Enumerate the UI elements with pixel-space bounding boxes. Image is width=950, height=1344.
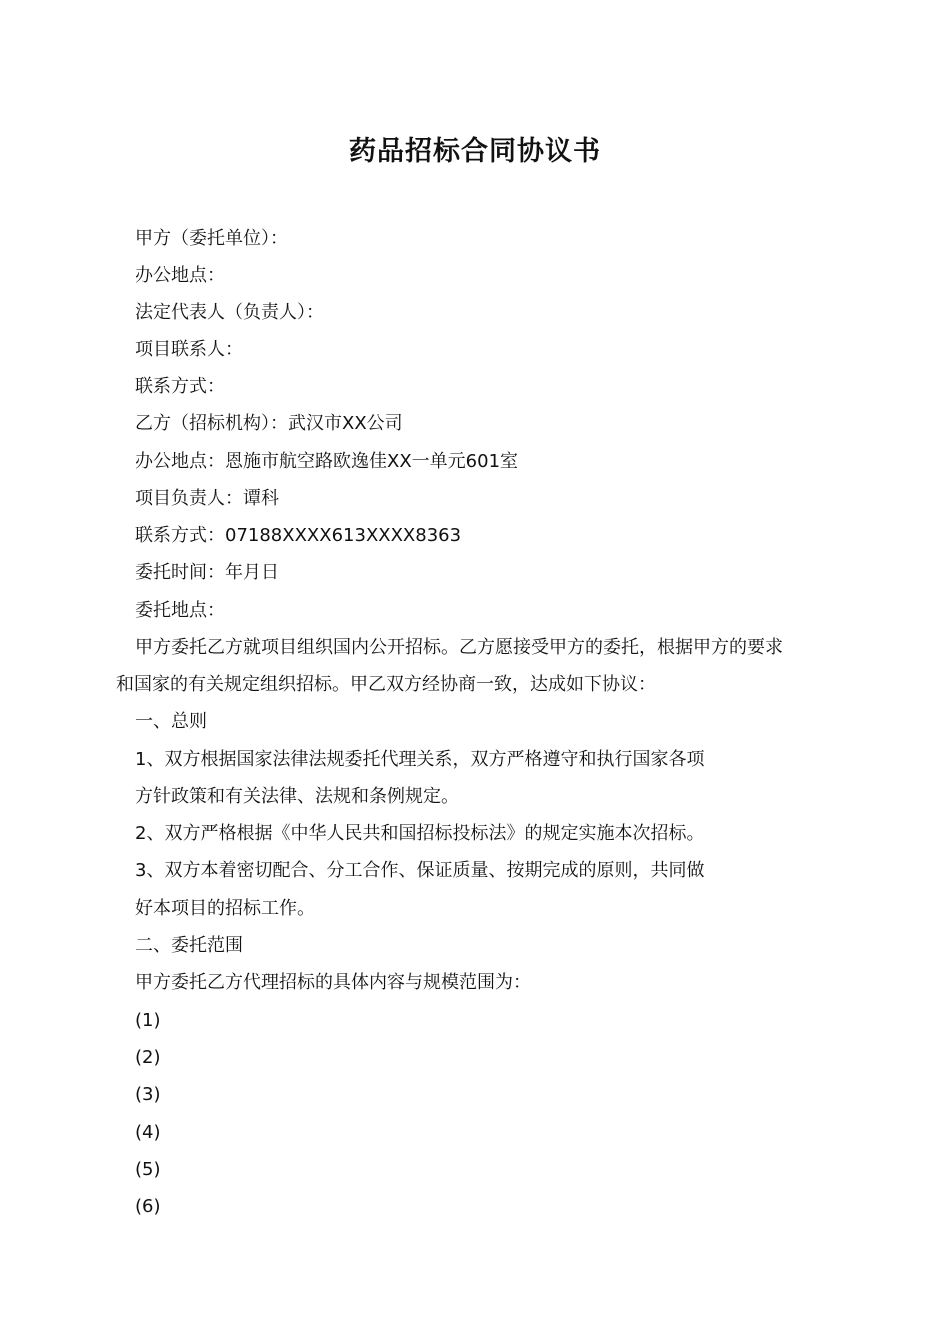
intro-paragraph-line-2: 和国家的有关规定组织招标。甲乙双方经协商一致，达成如下协议： <box>116 674 656 695</box>
party-b-manager: 项目负责人：谭科 <box>135 488 279 509</box>
section-1-item-2: 2、双方严格根据《中华人民共和国招标投标法》的规定实施本次招标。 <box>135 823 705 844</box>
scope-item-1: (1) <box>135 1010 161 1031</box>
section-1-heading: 一、总则 <box>135 711 207 732</box>
section-2-intro: 甲方委托乙方代理招标的具体内容与规模范围为： <box>135 972 531 993</box>
section-2-heading: 二、委托范围 <box>135 935 243 956</box>
party-b-contact-info: 联系方式：07188XXXX613XXXX8363 <box>135 525 462 546</box>
party-a-header: 甲方（委托单位）： <box>135 228 288 249</box>
section-1-item-1-line-2: 方针政策和有关法律、法规和条例规定。 <box>135 786 459 807</box>
party-a-office: 办公地点： <box>135 265 225 286</box>
scope-item-5: (5) <box>135 1159 161 1180</box>
party-a-contact-person: 项目联系人： <box>135 339 243 360</box>
section-1-item-1-line-1: 1、双方根据国家法律法规委托代理关系，双方严格遵守和执行国家各项 <box>135 749 705 770</box>
section-1-item-3-line-1: 3、双方本着密切配合、分工合作、保证质量、按期完成的原则，共同做 <box>135 860 705 881</box>
party-a-legal-rep: 法定代表人（负责人）： <box>135 302 324 323</box>
scope-item-6: (6) <box>135 1196 161 1217</box>
intro-paragraph-line-1: 甲方委托乙方就项目组织国内公开招标。乙方愿接受甲方的委托，根据甲方的要求 <box>135 637 783 658</box>
entrust-time: 委托时间：年月日 <box>135 562 279 583</box>
scope-item-3: (3) <box>135 1084 161 1105</box>
scope-item-4: (4) <box>135 1122 161 1143</box>
section-1-item-3-line-2: 好本项目的招标工作。 <box>135 898 315 919</box>
party-b-office: 办公地点：恩施市航空路欧逸佳XX一单元601室 <box>135 451 519 472</box>
document-title: 药品招标合同协议书 <box>349 136 601 167</box>
party-a-contact-info: 联系方式： <box>135 376 225 397</box>
party-b-header: 乙方（招标机构）：武汉市XX公司 <box>135 413 403 434</box>
scope-item-2: (2) <box>135 1047 161 1068</box>
entrust-place: 委托地点： <box>135 600 225 621</box>
